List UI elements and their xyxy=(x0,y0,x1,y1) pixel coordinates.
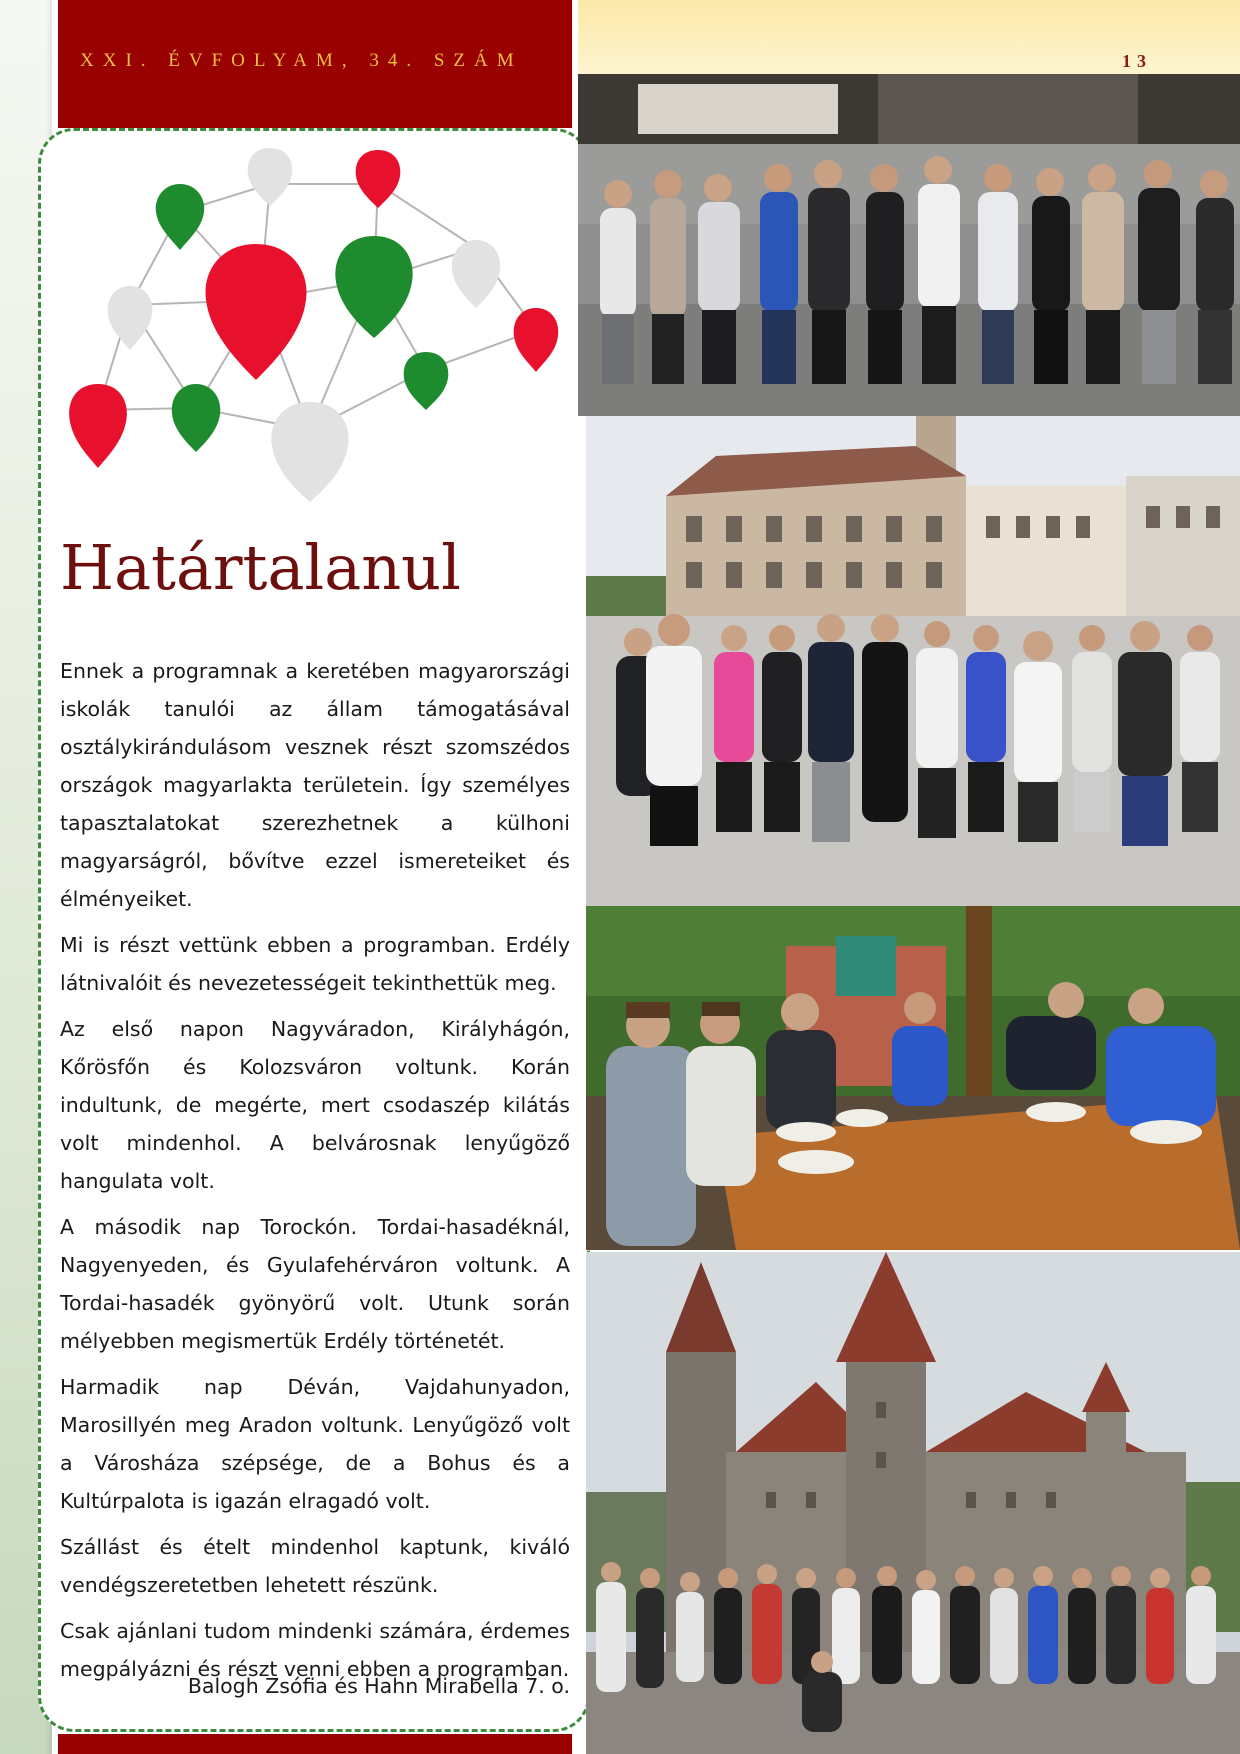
paragraph-5: Harmadik nap Déván, Vajdahunyadon, Marosillyén meg Aradon voltunk. Lenyűgöző volt a Városháza szépsége, de a Bohus és a Kultúrpalota is igazán elragadó volt. xyxy=(60,1375,570,1513)
dining-photo-pergola xyxy=(586,906,1240,1250)
paragraph-2: Mi is részt vettünk ebben a programban. Erdély látnivalóit és nevezetességeit tekinthettük meg. xyxy=(60,933,570,995)
castle-photo-hunedoara xyxy=(586,1252,1240,1754)
article-title: Határtalanul xyxy=(60,531,461,604)
article-body xyxy=(60,652,570,1696)
balloon-network-illustration xyxy=(58,140,568,510)
paragraph-4: A második nap Torockón. Tordai-hasadéknál, Nagyenyeden, és Gyulafehérváron voltunk. A Tordai-hasadék gyönyörű volt. Utunk során mélyebben megismertük Erdély történetét. xyxy=(60,1215,570,1353)
page-number: 13 xyxy=(1122,51,1152,71)
square-photo-oradea xyxy=(586,416,1240,906)
footer-red-band xyxy=(58,1734,572,1754)
balloon-shapes xyxy=(69,148,558,502)
issue-label: XXI. ÉVFOLYAM, 34. SZÁM xyxy=(80,50,523,71)
article-author: Balogh Zsófia és Hahn Mirabella 7. o. xyxy=(187,1674,570,1698)
paragraph-7: Csak ajánlani tudom mindenki számára, érdemes megpályázni és részt venni ebben a programban. xyxy=(60,1619,570,1681)
paragraph-6: Szállást és ételt mindenhol kaptunk, kiváló vendégszeretetben lehetett részünk. xyxy=(60,1535,570,1597)
group-photo-street xyxy=(578,74,1240,416)
paragraph-1: Ennek a programnak a keretében magyarországi iskolák tanulói az állam támogatásával osztálykirándulásom vesznek részt szomszédos országok magyarlakta területein. Így személyes tapasztalatokat szerezhetnek a külhoni magyarságról, bővítve ezzel ismereteiket és élményeiket. xyxy=(60,659,570,911)
paragraph-3: Az első napon Nagyváradon, Királyhágón, Kőrösfőn és Kolozsváron voltunk. Korán indultunk, de megérte, mert csodaszép kilátás volt mindenhol. A belvárosnak lenyűgöző hangulata volt. xyxy=(60,1017,570,1193)
